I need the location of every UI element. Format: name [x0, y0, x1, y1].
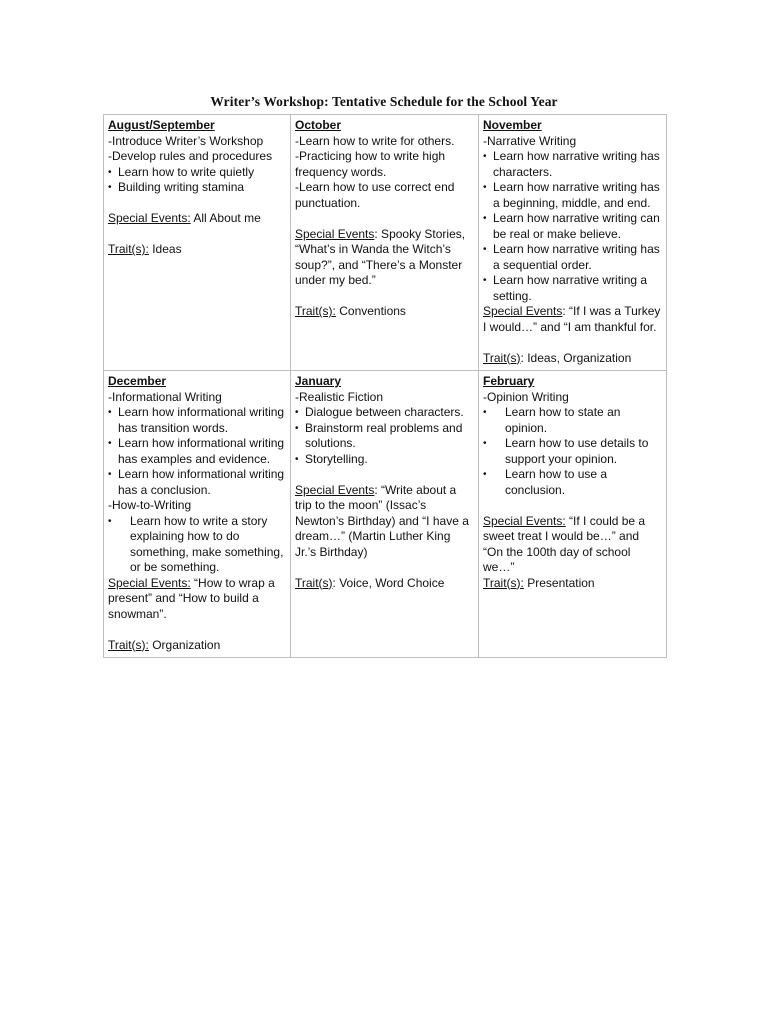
- traits-label: Trait(s): [483, 350, 521, 365]
- traits: [483, 576, 662, 592]
- list-item: • Learn how narrative writing a setting.: [483, 273, 662, 304]
- page-title: Writer’s Workshop: Tentative Schedule for the School Year: [210, 94, 558, 109]
- list-item: • Learn how to use a conclusion.: [483, 467, 662, 498]
- cell-line: -Learn how to use correct end punctuation.: [295, 180, 455, 210]
- list-item: • Dialogue between characters.: [295, 405, 474, 421]
- list-item: • Learn how to write quietly: [108, 165, 286, 181]
- traits-label: Trait(s):: [108, 242, 149, 256]
- traits-text: Organization: [148, 637, 221, 652]
- cell-line: -Develop rules and procedures: [108, 149, 273, 163]
- special-events-text: : “If I was a Turkey I would…” and “I am thankful for.: [483, 304, 661, 334]
- list-item: • Learn how narrative writing can be real or make believe.: [483, 211, 662, 242]
- traits-label: Trait(s):: [295, 304, 336, 318]
- special-events-text: “If I could be a sweet treat I would be…” and “On the 100th day of school we…”: [483, 513, 646, 574]
- list-item: • Brainstorm real problems and solutions.: [295, 421, 474, 452]
- month-heading: December: [108, 374, 167, 388]
- list-item: • Building writing stamina: [108, 180, 286, 196]
- special-events-label: Special Events:: [108, 211, 191, 225]
- list-item: • Learn how narrative writing has a beginning, middle, and end.: [483, 180, 662, 211]
- special-events-label: Special Events:: [108, 575, 191, 590]
- list-item: • Learn how to state an opinion.: [483, 405, 662, 436]
- list-item: • Learn how to write a story explaining how to do something, make something, or be something.: [108, 514, 286, 576]
- traits-label: Trait(s):: [483, 575, 524, 590]
- traits-text: Ideas: [148, 242, 182, 256]
- cell-line: -Opinion Writing: [483, 389, 569, 404]
- cell-august-september: [104, 115, 291, 371]
- month-heading: October: [295, 118, 342, 132]
- special-events-text: “How to wrap a present” and “How to build a snowman”.: [108, 575, 275, 621]
- special-events-label: Special Events:: [483, 513, 566, 528]
- list-item: • Learn how to use details to support your opinion.: [483, 436, 662, 467]
- traits-text: : Ideas, Organization: [520, 350, 632, 365]
- list-item: • Learn how informational writing has examples and evidence.: [108, 436, 286, 467]
- list-item: • Storytelling.: [295, 452, 474, 468]
- list-item: • Learn how informational writing has a conclusion.: [108, 467, 286, 498]
- special-events-text: All About me: [190, 211, 261, 225]
- traits-text: : Voice, Word Choice: [332, 575, 445, 590]
- special-events-label: Special Events: [483, 304, 563, 318]
- cell-december: [104, 371, 291, 658]
- bullet-list: [483, 405, 662, 498]
- table-row: [104, 371, 667, 658]
- bullet-list: [295, 405, 474, 467]
- bullet-list: [108, 165, 286, 196]
- month-heading: February: [483, 374, 535, 388]
- cell-november: [479, 115, 667, 371]
- bullet-list: [483, 149, 662, 304]
- special-events: [483, 514, 662, 576]
- list-item: • Learn how narrative writing has a sequential order.: [483, 242, 662, 273]
- special-events: [295, 227, 474, 289]
- traits-text: Conventions: [335, 304, 406, 318]
- cell-line: -Informational Writing: [108, 389, 222, 404]
- table-row: [104, 115, 667, 371]
- special-events-label: Special Events: [295, 482, 375, 497]
- special-events-text: : “Write about a trip to the moon” (Issac’s Newton’s Birthday) and “I have a dream…” (Martin Luther King Jr.’s Birthday): [295, 482, 469, 559]
- special-events-text: : Spooky Stories, “What’s in Wanda the Witch’s soup?”, and “There’s a Monster under my bed.”: [295, 226, 466, 287]
- list-item: • Learn how narrative writing has characters.: [483, 149, 662, 180]
- cell-line: -Narrative Writing: [483, 133, 577, 148]
- traits-label: Trait(s):: [108, 637, 149, 652]
- cell-january: [291, 371, 479, 658]
- special-events: [483, 304, 662, 335]
- cell-february: [479, 371, 667, 658]
- cell-line: -How-to-Writing: [108, 498, 192, 512]
- traits: [108, 242, 286, 258]
- cell-line: -Practicing how to write high frequency words.: [295, 149, 446, 179]
- list-item: • Learn how informational writing has transition words.: [108, 405, 286, 436]
- traits: [483, 351, 662, 367]
- cell-line: -Introduce Writer’s Workshop: [108, 133, 264, 148]
- traits: [108, 638, 286, 654]
- special-events-label: Special Events: [295, 226, 375, 241]
- month-heading: November: [483, 118, 542, 132]
- traits: [295, 304, 474, 320]
- cell-line: -Learn how to write for others.: [295, 133, 455, 148]
- traits: [295, 576, 474, 592]
- month-heading: January: [295, 374, 342, 388]
- schedule-table: [103, 114, 667, 658]
- special-events: [295, 483, 474, 561]
- bullet-list: [108, 405, 286, 498]
- bullet-list: [108, 514, 286, 576]
- special-events: [108, 576, 286, 623]
- cell-october: [291, 115, 479, 371]
- traits-label: Trait(s): [295, 575, 333, 590]
- cell-line: -Realistic Fiction: [295, 389, 384, 404]
- traits-text: Presentation: [523, 575, 595, 590]
- special-events: [108, 211, 286, 227]
- month-heading: August/September: [108, 118, 215, 132]
